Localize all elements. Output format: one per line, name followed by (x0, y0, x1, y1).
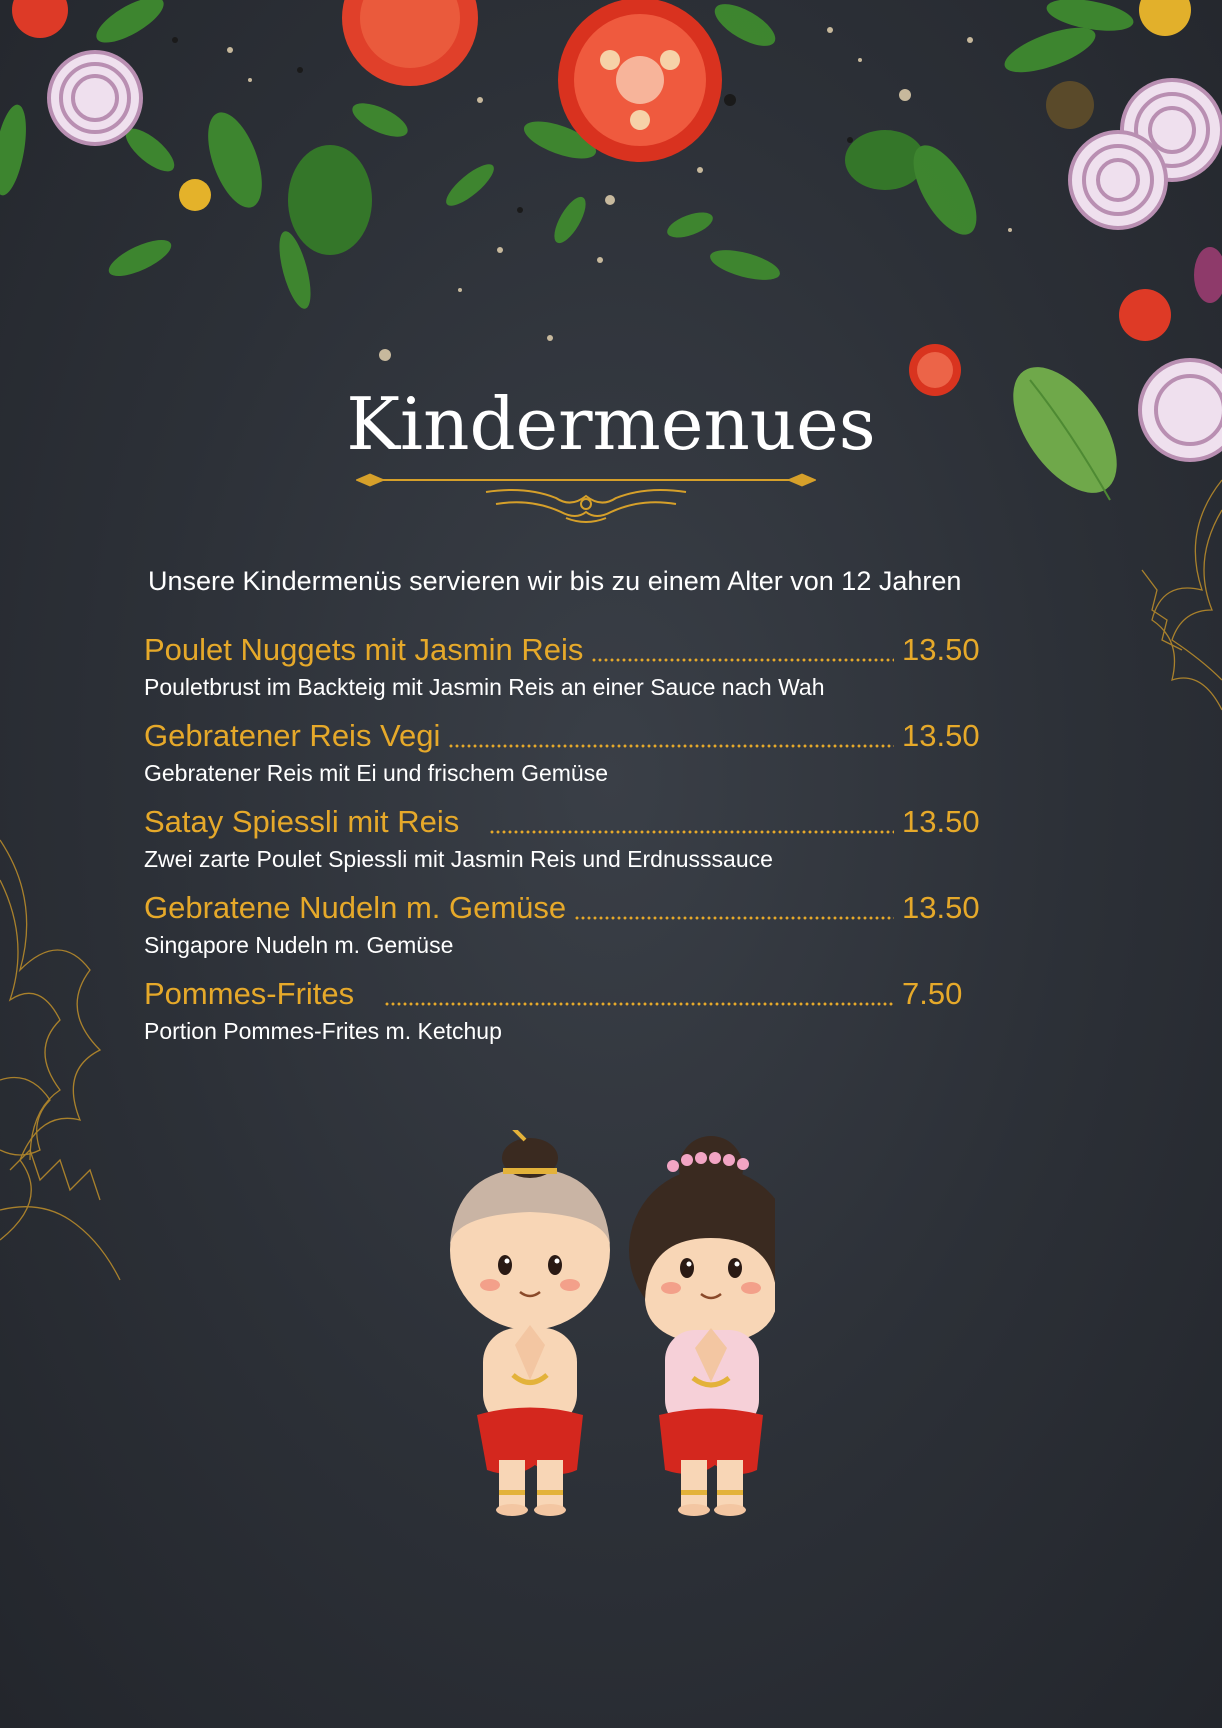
dot-leader (448, 744, 894, 748)
item-price: 13.50 (902, 718, 980, 753)
item-description: Gebratener Reis mit Ei und frischem Gemüse (144, 760, 609, 786)
thai-children-illustration (395, 1130, 775, 1530)
page-title: Kindermenues (346, 382, 876, 466)
thai-ornament-right (1112, 470, 1222, 730)
dot-leader (489, 830, 894, 834)
menu-item (144, 976, 974, 1062)
intro-text: Unsere Kindermenüs servieren wir bis zu einem Alter von 12 Jahren (148, 566, 962, 596)
item-description: Portion Pommes-Frites m. Ketchup (144, 1018, 502, 1044)
item-description: Singapore Nudeln m. Gemüse (144, 932, 454, 958)
menu-item (144, 718, 980, 804)
dot-leader (574, 916, 894, 920)
girl-figure (629, 1136, 775, 1516)
item-description: Zwei zarte Poulet Spiessli mit Jasmin Reis und Erdnusssauce (144, 846, 773, 872)
item-name: Gebratener Reis Vegi (144, 718, 441, 753)
menu-list (144, 632, 980, 1062)
menu-item (144, 890, 980, 976)
item-price: 13.50 (902, 890, 980, 925)
item-name: Poulet Nuggets mit Jasmin Reis (144, 632, 584, 667)
thai-ornament-left (0, 820, 140, 1340)
boy-figure (450, 1130, 610, 1516)
dot-leader (591, 658, 894, 662)
item-price: 13.50 (902, 632, 980, 667)
item-price: 13.50 (902, 804, 980, 839)
item-name: Gebratene Nudeln m. Gemüse (144, 890, 567, 925)
menu-item (144, 632, 980, 718)
item-description: Pouletbrust im Backteig mit Jasmin Reis an einer Sauce nach Wah (144, 674, 825, 700)
dot-leader (384, 1002, 894, 1006)
menu-item (144, 804, 980, 890)
item-price: 7.50 (902, 976, 963, 1011)
item-name: Pommes-Frites (144, 976, 355, 1011)
item-name: Satay Spiessli mit Reis (144, 804, 460, 839)
title-ornament (356, 468, 816, 528)
